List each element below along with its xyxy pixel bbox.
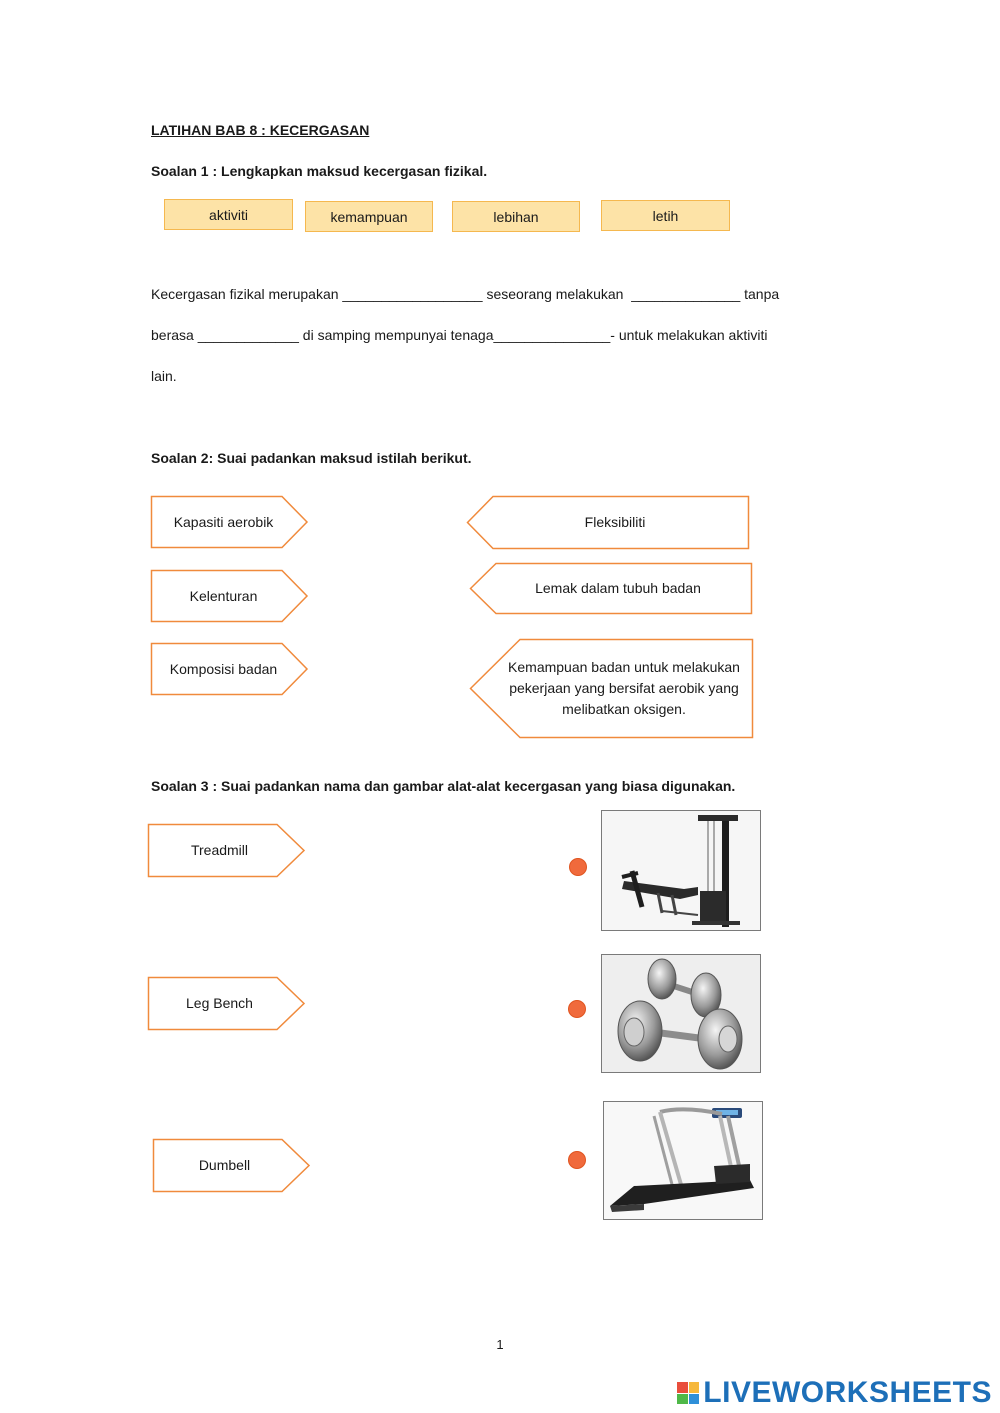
question-2-heading: Soalan 2: Suai padankan maksud istilah berikut.: [151, 450, 472, 466]
word-box-letih[interactable]: letih: [601, 200, 730, 231]
equipment-name-leg-bench[interactable]: [148, 977, 305, 1030]
brand-name: LIVEWORKSHEETS: [703, 1376, 992, 1409]
meaning-kemampuan-aerobik[interactable]: [470, 639, 753, 738]
meaning-fleksibiliti[interactable]: [467, 496, 749, 549]
term-label: Kapasiti aerobik: [173, 513, 274, 530]
question-1-heading: Soalan 1 : Lengkapkan maksud kecergasan fizikal.: [151, 163, 488, 179]
term-label: Kelenturan: [189, 587, 258, 604]
word-box-kemampuan[interactable]: kemampuan: [305, 201, 433, 232]
leg-bench-machine-icon: [602, 811, 759, 929]
q1-sentence-line-2: berasa _____________ di samping mempunyai tenaga_______________- untuk melakukan aktiviti: [151, 327, 768, 343]
match-dot-2[interactable]: [568, 1000, 586, 1018]
meaning-label: Fleksibiliti: [584, 514, 646, 530]
match-dot-1[interactable]: [569, 858, 587, 876]
page-number: 1: [496, 1337, 504, 1352]
dumbbells-icon: [602, 955, 759, 1071]
equipment-label: Treadmill: [190, 842, 249, 858]
treadmill-image: [603, 1101, 763, 1220]
term-komposisi-badan[interactable]: [151, 643, 308, 695]
word-box-aktiviti[interactable]: aktiviti: [164, 199, 293, 230]
meaning-label: Kemampuan badan untuk melakukan pekerjaan yang bersifat aerobik yang melibatkan oksigen.: [508, 659, 740, 717]
equipment-name-treadmill[interactable]: [148, 824, 305, 877]
live-logo-icon: [677, 1382, 699, 1404]
word-box-lebihan[interactable]: lebihan: [452, 201, 580, 232]
worksheet-title: LATIHAN BAB 8 : KECERGASAN: [151, 122, 370, 138]
equipment-name-dumbell[interactable]: [153, 1139, 310, 1192]
term-kapasiti-aerobik[interactable]: [151, 496, 308, 548]
dumbbells-image: [601, 954, 761, 1073]
meaning-lemak-dalam-tubuh-badan[interactable]: [470, 563, 752, 614]
liveworksheets-logo: [677, 1376, 992, 1410]
term-label: Komposisi badan: [169, 660, 278, 677]
treadmill-icon: [604, 1102, 761, 1218]
question-3-heading: Soalan 3 : Suai padankan nama dan gambar alat-alat kecergasan yang biasa digunakan.: [151, 778, 736, 794]
leg-bench-machine-image: [601, 810, 761, 931]
meaning-label: Lemak dalam tubuh badan: [535, 580, 701, 596]
match-dot-3[interactable]: [568, 1151, 586, 1169]
equipment-label: Dumbell: [198, 1157, 251, 1173]
q1-sentence-line-1: Kecergasan fizikal merupakan __________________ seseorang melakukan ______________ tanpa: [151, 286, 780, 302]
q1-sentence-line-3: lain.: [151, 368, 177, 384]
equipment-label: Leg Bench: [186, 995, 253, 1011]
term-kelenturan[interactable]: [151, 570, 308, 622]
